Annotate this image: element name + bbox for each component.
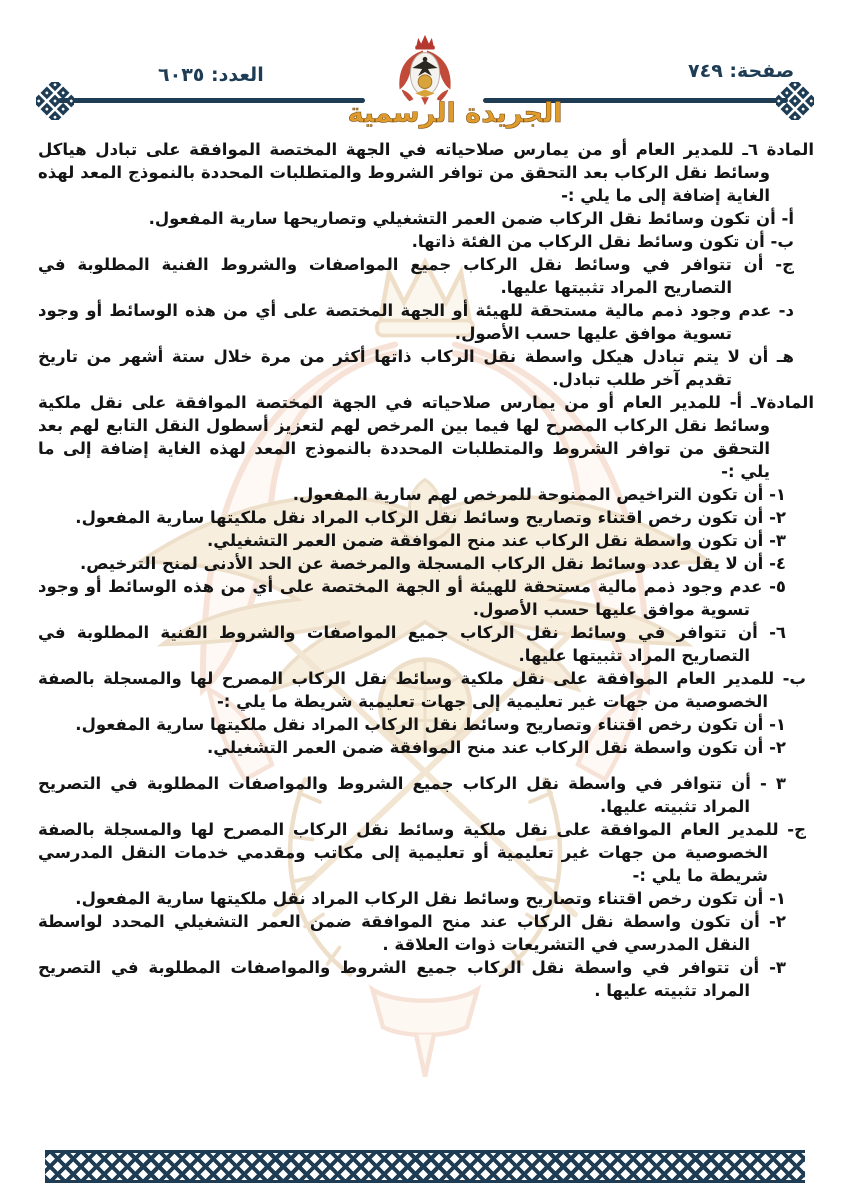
paragraph: ج- للمدير العام الموافقة على نقل ملكية وسائط نقل الركاب المصرح لها والمسجلة بالصفة الخصوصية من جهات غير تعليمية أو تعليمية إلى مكاتب ومقدمي خدمات النقل المدرسي شريطة ما يلي :- (38, 820, 806, 885)
paragraph: ١- أن تكون رخص اقتناء وتصاريح وسائط نقل الركاب المراد نقل ملكيتها سارية المفعول. (75, 889, 786, 908)
coat-of-arms-icon (386, 32, 464, 108)
paragraph: ٤- أن لا يقل عدد وسائط نقل الركاب المسجلة والمرخصة عن الحد الأدنى لمنح الترخيص. (79, 554, 786, 573)
paragraph: ٣- أن تكون واسطة نقل الركاب عند منح الموافقة ضمن العمر التشغيلي. (206, 531, 786, 550)
paragraph: ١- أن تكون التراخيص الممنوحة للمرخص لهم سارية المفعول. (292, 485, 786, 504)
paragraph: ٢- أن تكون واسطة نقل الركاب عند منح الموافقة ضمن العمر التشغيلي المحدد لواسطة النقل المدرسي في التشريعات ذوات العلاقة . (38, 912, 786, 954)
paragraph: ٢- أن تكون رخص اقتناء وتصاريح وسائط نقل الركاب المراد نقل ملكيتها سارية المفعول. (75, 508, 786, 527)
paragraph: ب- للمدير العام الموافقة على نقل ملكية وسائط نقل الركاب المصرح لها والمسجلة بالصفة الخصوصية من جهات غير تعليمية إلى جهات تعليمية شريطة ما يلي :- (38, 669, 806, 711)
paragraph: أ- أن تكون وسائط نقل الركاب ضمن العمر التشغيلي وتصاريحها سارية المفعول. (148, 209, 794, 228)
page-number-label: صفحة: ٧٤٩ (688, 60, 795, 82)
document-body (38, 138, 814, 1002)
paragraph: المادة ٦ـ للمدير العام أو من يمارس صلاحياته في الجهة المختصة الموافقة على تبادل هياكل وسائط نقل الركاب بعد التحقق من توافر الشروط والمتطلبات المحددة بالنموذج المعد لهذه الغاية إضافة إلى ما يلي :- (38, 140, 815, 205)
paragraph: ج- أن تتوافر في وسائط نقل الركاب جميع المواصفات والشروط الفنية المطلوبة في التصاريح المراد تثبيتها عليها. (38, 255, 794, 297)
paragraph: المادة٧ـ أ- للمدير العام أو من يمارس صلاحياته في الجهة المختصة الموافقة على نقل ملكية وسائط نقل الركاب المصرح لها فيما بين المرخص لهم لتعزيز أسطول النقل التابع لهم بعد التحقق من توافر الشروط والمتطلبات المحددة بالنموذج المعد لهذه الغاية إضافة إلى ما يلي :- (38, 393, 814, 481)
paragraph: ٢- أن تكون واسطة نقل الركاب عند منح الموافقة ضمن العمر التشغيلي. (206, 738, 786, 757)
paragraph: ب- أن تكون وسائط نقل الركاب من الفئة ذاتها. (411, 232, 794, 251)
paragraph: ٦- أن تتوافر في وسائط نقل الركاب جميع المواصفات والشروط الفنية المطلوبة في التصاريح المراد تثبيتها عليها. (38, 623, 786, 665)
gazette-title: الجريدة الرسمية (347, 98, 563, 129)
issue-number-label: العدد: ٦٠٣٥ (158, 64, 264, 86)
paragraph: هـ أن لا يتم تبادل هيكل واسطة نقل الركاب ذاتها أكثر من مرة خلال ستة أشهر من تاريخ تقديم آخر طلب تبادل. (38, 347, 794, 389)
paragraph: ٣- أن تتوافر في واسطة نقل الركاب جميع الشروط والمواصفات المطلوبة في التصريح المراد تثبيته عليها . (38, 958, 786, 1000)
paragraph: ٥- عدم وجود ذمم مالية مستحقة للهيئة أو الجهة المختصة على أي من هذه الوسائط أو وجود تسوية موافق عليها حسب الأصول. (38, 577, 786, 619)
footer-braid-border (45, 1150, 805, 1183)
paragraph: ٣ - أن تتوافر في واسطة نقل الركاب جميع الشروط والمواصفات المطلوبة في التصريح المراد تثبيته عليها. (38, 774, 786, 816)
paragraph: ١- أن تكون رخص اقتناء وتصاريح وسائط نقل الركاب المراد نقل ملكيتها سارية المفعول. (75, 715, 786, 734)
paragraph: د- عدم وجود ذمم مالية مستحقة للهيئة أو الجهة المختصة على أي من هذه الوسائط أو وجود تسوية موافق عليها حسب الأصول. (38, 301, 794, 343)
